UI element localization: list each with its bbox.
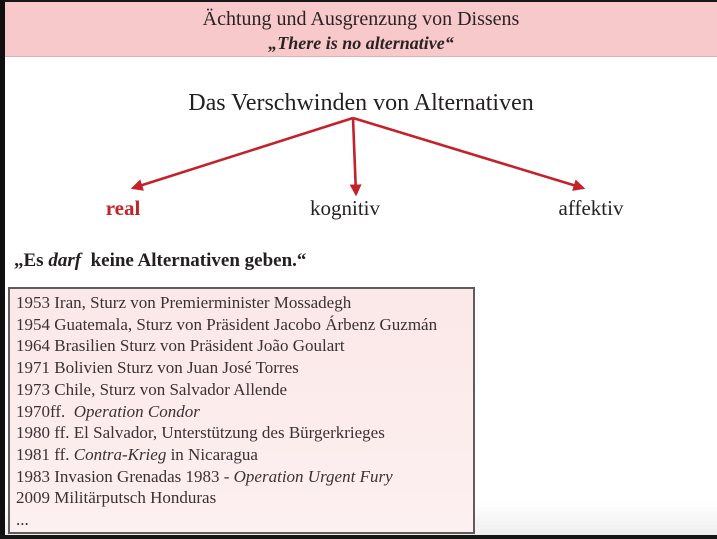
branch-label-affektiv: affektiv xyxy=(558,196,624,220)
event-text-italic: Contra-Krieg xyxy=(73,444,167,464)
quote-pre: „Es xyxy=(14,250,49,271)
arrow-to-real xyxy=(133,118,353,188)
event-item xyxy=(16,466,471,488)
event-text: 1954 Guatemala, Sturz von Präsident Jacobo Árbenz Guzmán xyxy=(16,314,438,334)
events-box xyxy=(8,287,475,534)
event-item xyxy=(16,401,471,423)
event-text: 1980 ff. El Salvador, Unterstützung des Bürgerkrieges xyxy=(16,423,385,443)
slide-header xyxy=(5,2,717,57)
diagram-root-title: Das Verschwinden von Alternativen xyxy=(188,90,534,116)
event-item xyxy=(16,292,471,314)
event-text: 1970ff. xyxy=(16,401,74,421)
header-title: Ächtung und Ausgrenzung von Dissens xyxy=(202,8,520,30)
quote-line xyxy=(14,250,306,272)
event-item xyxy=(16,422,471,444)
left-frame-bar xyxy=(0,0,5,539)
event-text: 1964 Brasilien Sturz von Präsident João Goulart xyxy=(16,336,345,356)
event-text: 1981 ff. xyxy=(16,444,74,464)
branch-arrows xyxy=(100,112,600,202)
bottom-frame-line xyxy=(0,535,717,539)
event-text-italic: Operation Condor xyxy=(73,401,200,421)
event-text: 2009 Militärputsch Honduras xyxy=(16,488,217,508)
branch-label-real: real xyxy=(105,196,141,220)
event-text-italic: Operation Urgent Fury xyxy=(233,466,393,486)
arrow-to-kognitiv xyxy=(353,118,356,194)
event-text: ... xyxy=(16,510,29,530)
event-item xyxy=(16,357,471,379)
header-subtitle: „There is no alternative“ xyxy=(268,33,454,53)
event-item xyxy=(16,335,471,357)
branch-label-kognitiv: kognitiv xyxy=(309,196,380,220)
event-text: 1953 Iran, Sturz von Premierminister Mossadegh xyxy=(16,293,352,312)
arrow-to-affektiv xyxy=(353,118,583,188)
event-item xyxy=(16,444,471,466)
event-text: 1983 Invasion Grenadas 1983 - xyxy=(16,466,234,486)
event-item xyxy=(16,314,471,336)
event-text-tail: in Nicaragua xyxy=(166,444,258,464)
quote-post: keine Alternativen geben.“ xyxy=(81,250,307,271)
event-text: 1973 Chile, Sturz von Salvador Allende xyxy=(16,379,288,399)
event-item xyxy=(16,379,471,401)
event-item xyxy=(16,509,471,531)
event-text: 1971 Bolivien Sturz von Juan José Torres xyxy=(16,358,299,378)
event-item xyxy=(16,487,471,509)
quote-emphasis: darf xyxy=(48,250,82,271)
